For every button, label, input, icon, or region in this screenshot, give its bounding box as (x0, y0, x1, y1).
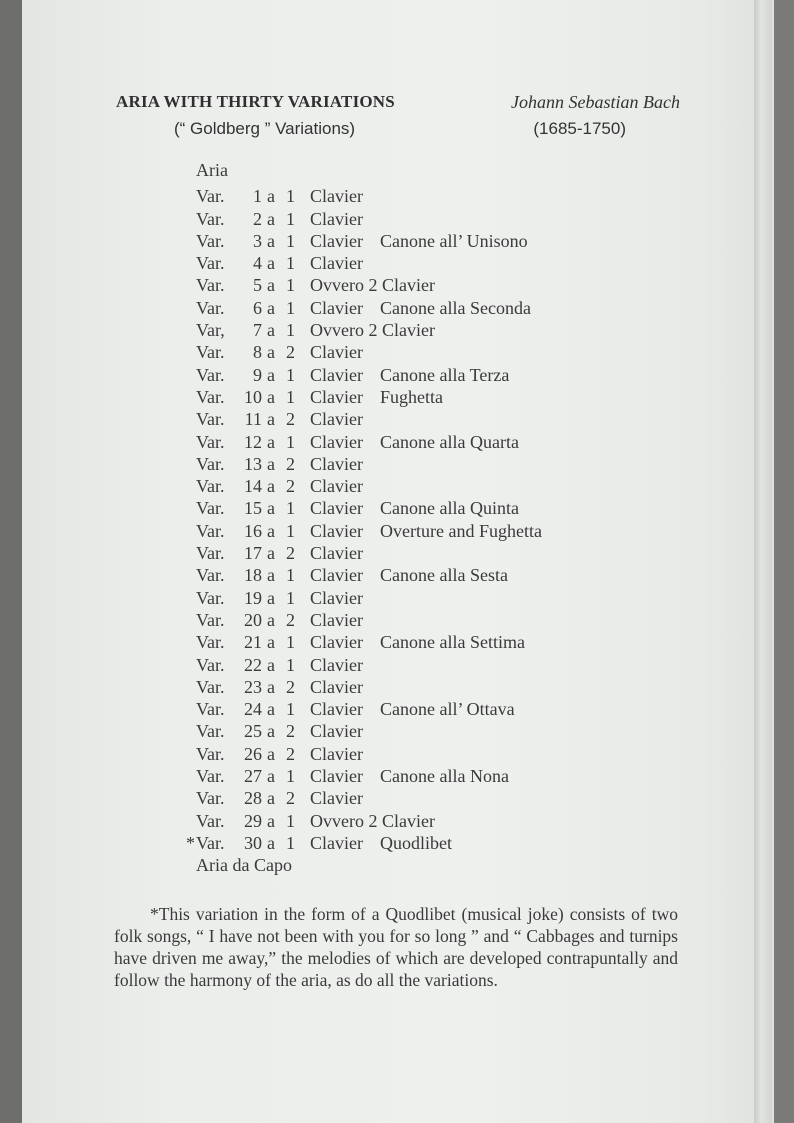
variation-prefix: Var. (196, 676, 225, 697)
variation-number: 22 (244, 654, 262, 675)
variation-instrument: Clavier (310, 632, 363, 653)
variation-row (196, 364, 616, 386)
variation-manuals: 1 (286, 654, 295, 675)
variation-prefix: Var. (196, 654, 225, 675)
variation-prefix: Var. (196, 699, 225, 720)
variation-a: a (267, 721, 275, 742)
variation-manuals: 2 (286, 409, 295, 430)
variation-number: 18 (244, 565, 262, 586)
variation-a: a (267, 364, 275, 385)
variation-prefix: Var. (196, 565, 225, 586)
variation-prefix: Var. (196, 609, 225, 630)
variation-a: a (267, 498, 275, 519)
variation-number: 21 (244, 632, 262, 653)
variation-a: a (267, 431, 275, 452)
variation-a: a (267, 275, 275, 296)
variation-number: 29 (244, 810, 262, 831)
variation-prefix: Var. (196, 520, 225, 541)
variation-row (196, 185, 616, 207)
variation-prefix: Var. (196, 297, 225, 318)
variation-row (196, 765, 616, 787)
page-fold (754, 0, 772, 1123)
variation-number: 2 (253, 208, 262, 229)
footnote-text: *This variation in the form of a Quodlibet (musical joke) consists of two folk songs, “ I have not been with you for so long ” and “ Cabbages and turnips have driven me away,” the melodies of which are developed contrapuntally and follow the harmony of the aria, as do all the variations. (114, 904, 678, 990)
variation-form: Canone alla Quarta (380, 431, 519, 452)
variation-prefix: Var. (196, 587, 225, 608)
variation-form: Canone alla Quinta (380, 498, 519, 519)
variation-instrument: Clavier (310, 743, 363, 764)
variation-form: Canone alla Terza (380, 364, 510, 385)
variation-number: 13 (244, 453, 262, 474)
variation-a: a (267, 253, 275, 274)
variation-form: Fughetta (380, 386, 443, 407)
variation-prefix: Var. (196, 186, 225, 207)
variation-instrument: Clavier (310, 832, 363, 853)
variation-prefix: Var. (196, 453, 225, 474)
aria-label: Aria (196, 160, 228, 180)
variation-instrument: Clavier (310, 476, 363, 497)
aria-da-capo-label: Aria da Capo (196, 855, 292, 876)
variation-row (196, 631, 616, 653)
variation-number: 7 (253, 320, 262, 341)
variation-number: 25 (244, 721, 262, 742)
variation-manuals: 2 (286, 788, 295, 809)
variation-a: a (267, 810, 275, 831)
variation-instrument: Ovvero 2 Clavier (310, 810, 435, 831)
variation-manuals: 1 (286, 810, 295, 831)
variation-number: 11 (244, 409, 262, 430)
variation-number: 30 (244, 832, 262, 853)
variation-row (196, 654, 616, 676)
variation-manuals: 2 (286, 453, 295, 474)
variation-number: 23 (244, 676, 262, 697)
variation-instrument: Clavier (310, 297, 363, 318)
variation-prefix: Var. (196, 766, 225, 787)
variation-form: Canone alla Seconda (380, 297, 531, 318)
variation-manuals: 2 (286, 342, 295, 363)
variation-manuals: 1 (286, 632, 295, 653)
variation-a: a (267, 453, 275, 474)
variation-manuals: 2 (286, 676, 295, 697)
variation-number: 28 (244, 788, 262, 809)
variation-form: Canone alla Nona (380, 766, 509, 787)
variation-number: 12 (244, 431, 262, 452)
variation-row (196, 408, 616, 430)
variation-form: Canone alla Sesta (380, 565, 508, 586)
variation-a: a (267, 699, 275, 720)
variation-instrument: Clavier (310, 609, 363, 630)
variation-manuals: 1 (286, 699, 295, 720)
variation-prefix: Var. (196, 743, 225, 764)
variation-prefix: Var. (196, 810, 225, 831)
variation-row (196, 520, 616, 542)
variation-instrument: Clavier (310, 654, 363, 675)
variation-instrument: Ovvero 2 Clavier (310, 275, 435, 296)
variations-list (186, 185, 616, 854)
variation-prefix: Var. (196, 832, 225, 853)
variation-a: a (267, 766, 275, 787)
variation-number: 5 (253, 275, 262, 296)
variation-prefix: Var. (196, 476, 225, 497)
variation-row (196, 475, 616, 497)
composer-dates: (1685-1750) (533, 119, 626, 138)
program-list (186, 159, 616, 877)
variation-manuals: 1 (286, 587, 295, 608)
variation-form: Canone all’ Ottava (380, 699, 515, 720)
variation-instrument: Clavier (310, 253, 363, 274)
variation-a: a (267, 676, 275, 697)
variation-number: 19 (244, 587, 262, 608)
variation-prefix: Var. (196, 721, 225, 742)
variation-a: a (267, 520, 275, 541)
variation-a: a (267, 230, 275, 251)
variation-row (196, 810, 616, 832)
variation-row (186, 832, 616, 854)
variation-number: 20 (244, 609, 262, 630)
work-title: ARIA WITH THIRTY VARIATIONS (116, 92, 395, 111)
variation-instrument: Clavier (310, 208, 363, 229)
program-item-aria-da-capo (196, 854, 616, 876)
variation-manuals: 2 (286, 543, 295, 564)
variation-prefix: Var. (196, 431, 225, 452)
variation-manuals: 1 (286, 297, 295, 318)
variation-row (196, 453, 616, 475)
variation-a: a (267, 832, 275, 853)
variation-row (196, 743, 616, 765)
variation-instrument: Clavier (310, 498, 363, 519)
variation-prefix: Var. (196, 498, 225, 519)
variation-manuals: 1 (286, 275, 295, 296)
background-left (0, 0, 24, 1123)
variation-prefix: Var. (196, 632, 225, 653)
variation-row (196, 274, 616, 296)
variation-instrument: Clavier (310, 699, 363, 720)
variation-row (196, 297, 616, 319)
variation-manuals: 1 (286, 565, 295, 586)
variation-manuals: 1 (286, 520, 295, 541)
variation-instrument: Clavier (310, 565, 363, 586)
variation-prefix: Var. (196, 230, 225, 251)
variation-instrument: Clavier (310, 543, 363, 564)
variation-manuals: 1 (286, 832, 295, 853)
variation-prefix: Var. (196, 386, 225, 407)
variation-a: a (267, 654, 275, 675)
variation-row (196, 676, 616, 698)
variation-manuals: 1 (286, 208, 295, 229)
variation-row (196, 386, 616, 408)
variation-row (196, 698, 616, 720)
variation-a: a (267, 788, 275, 809)
variation-prefix: Var. (196, 543, 225, 564)
variation-manuals: 2 (286, 609, 295, 630)
variation-a: a (267, 632, 275, 653)
variation-a: a (267, 565, 275, 586)
variation-number: 10 (244, 386, 262, 407)
variation-number: 1 (253, 186, 262, 207)
subheading (174, 119, 626, 143)
variation-instrument: Clavier (310, 386, 363, 407)
variation-a: a (267, 208, 275, 229)
variation-row (196, 252, 616, 274)
variation-row (196, 208, 616, 230)
variation-row (196, 431, 616, 453)
variation-manuals: 1 (286, 498, 295, 519)
heading (116, 92, 680, 116)
variation-manuals: 1 (286, 186, 295, 207)
variation-instrument: Clavier (310, 364, 363, 385)
variation-form: Overture and Fughetta (380, 520, 542, 541)
variation-manuals: 1 (286, 386, 295, 407)
variation-form: Quodlibet (380, 832, 452, 853)
variation-manuals: 1 (286, 253, 295, 274)
variation-form: Canone all’ Unisono (380, 230, 528, 251)
variation-row (196, 564, 616, 586)
variation-instrument: Clavier (310, 766, 363, 787)
variation-manuals: 2 (286, 743, 295, 764)
variation-row (196, 587, 616, 609)
variation-row (196, 341, 616, 363)
variation-prefix: Var. (196, 342, 225, 363)
footnote (114, 903, 678, 991)
variation-instrument: Clavier (310, 676, 363, 697)
variation-number: 14 (244, 476, 262, 497)
variation-number: 8 (253, 342, 262, 363)
variation-manuals: 1 (286, 364, 295, 385)
variation-number: 17 (244, 543, 262, 564)
variation-a: a (267, 543, 275, 564)
variation-a: a (267, 386, 275, 407)
variation-prefix: Var. (196, 364, 225, 385)
work-subtitle: (“ Goldberg ” Variations) (174, 119, 356, 138)
variation-number: 15 (244, 498, 262, 519)
variation-row (196, 319, 616, 341)
variation-instrument: Clavier (310, 453, 363, 474)
variation-a: a (267, 297, 275, 318)
variation-manuals: 1 (286, 320, 295, 341)
composer-name: Johann Sebastian Bach (511, 92, 680, 112)
variation-manuals: 1 (286, 766, 295, 787)
variation-instrument: Clavier (310, 186, 363, 207)
variation-prefix: Var. (196, 208, 225, 229)
variation-number: 24 (244, 699, 262, 720)
variation-manuals: 1 (286, 230, 295, 251)
variation-instrument: Clavier (310, 587, 363, 608)
variation-prefix: Var. (196, 409, 225, 430)
variation-row (196, 787, 616, 809)
variation-row (196, 230, 616, 252)
variation-a: a (267, 186, 275, 207)
variation-row (196, 720, 616, 742)
variation-instrument: Clavier (310, 230, 363, 251)
variation-instrument: Clavier (310, 520, 363, 541)
variation-instrument: Clavier (310, 342, 363, 363)
variation-instrument: Clavier (310, 409, 363, 430)
variation-row (196, 497, 616, 519)
variation-prefix: Var. (196, 253, 225, 274)
variation-form: Canone alla Settima (380, 632, 525, 653)
variation-instrument: Clavier (310, 788, 363, 809)
variation-manuals: 2 (286, 476, 295, 497)
variation-instrument: Clavier (310, 721, 363, 742)
program-item-aria (196, 159, 616, 181)
variation-prefix: Var. (196, 275, 225, 296)
variation-manuals: 2 (286, 721, 295, 742)
variation-number: 27 (244, 766, 262, 787)
variation-star: * (186, 832, 195, 853)
variation-instrument: Clavier (310, 431, 363, 452)
variation-number: 9 (253, 364, 262, 385)
variation-prefix: Var, (196, 320, 225, 341)
variation-a: a (267, 476, 275, 497)
variation-number: 26 (244, 743, 262, 764)
variation-manuals: 1 (286, 431, 295, 452)
variation-a: a (267, 743, 275, 764)
variation-number: 3 (253, 230, 262, 251)
variation-a: a (267, 342, 275, 363)
variation-number: 16 (244, 520, 262, 541)
variation-a: a (267, 587, 275, 608)
variation-number: 6 (253, 297, 262, 318)
variation-row (196, 609, 616, 631)
variation-instrument: Ovvero 2 Clavier (310, 320, 435, 341)
variation-a: a (267, 320, 275, 341)
variation-number: 4 (253, 253, 262, 274)
variation-row (196, 542, 616, 564)
variation-a: a (267, 609, 275, 630)
variation-prefix: Var. (196, 788, 225, 809)
variation-a: a (267, 409, 275, 430)
